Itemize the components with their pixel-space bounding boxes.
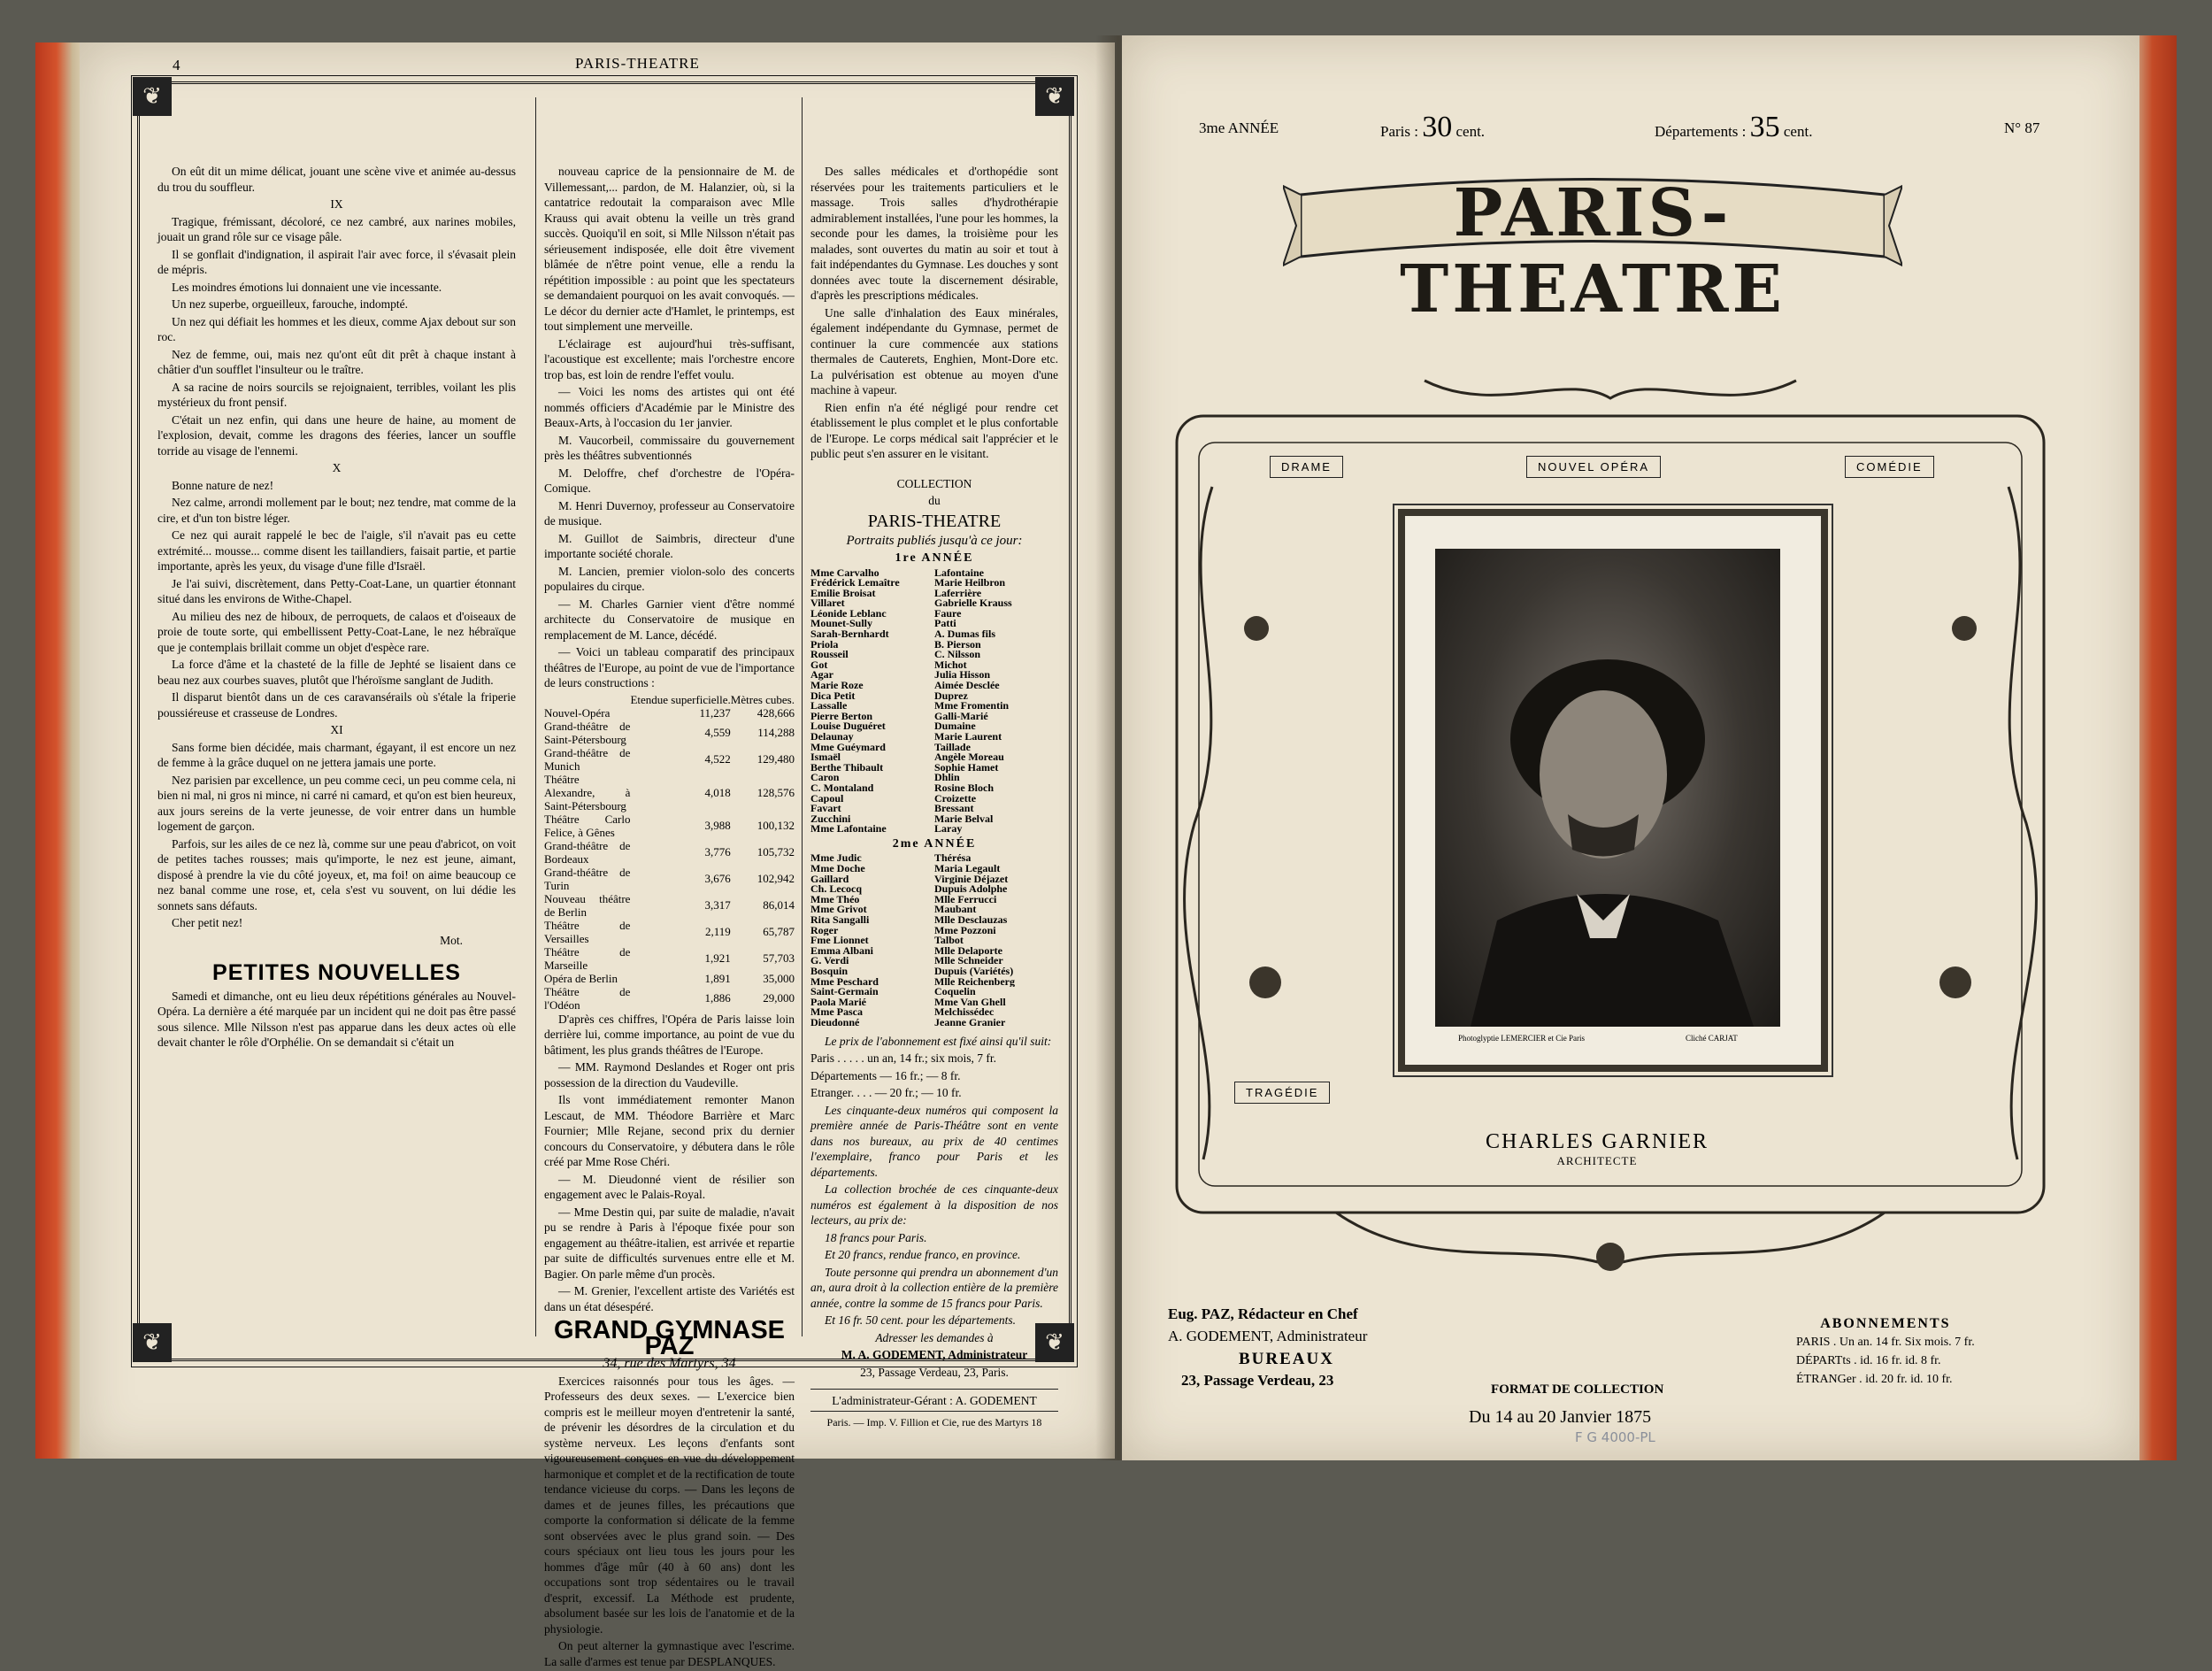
roster-name: Ismaël bbox=[810, 752, 841, 763]
paragraph: Le prix de l'abonnement est fixé ainsi qu'il suit: bbox=[825, 1034, 1052, 1048]
roster-name: Mme Pozzoni bbox=[934, 925, 996, 936]
paragraph: On peut alterner la gymnastique avec l'escrime. La salle d'armes est tenue par DESPLANQUES. bbox=[544, 1639, 795, 1668]
table-cell: Nouvel-Opéra bbox=[544, 705, 611, 720]
paragraph: Des salles médicales et d'orthopédie sont réservées pour les traitements particuliers et le massage. Trois salles d'hydrothérapie admirablement installées, l'une pour les hommes, la seconde pour les dames, la troisième pour les malades, sont ouvertes du matin au soir et tout à fait indépendantes du Gymnase. Les douches y sont données avec toute la discernement désirable, d'après les prescriptions médicales. bbox=[810, 165, 1058, 302]
roster-name: Lassalle bbox=[810, 701, 848, 712]
masthead-banner bbox=[1283, 159, 1902, 327]
roster-name: Delaunay bbox=[810, 732, 854, 743]
issue-number: N° 87 bbox=[2004, 119, 2040, 136]
issue-date: Du 14 au 20 Janvier 1875 bbox=[1469, 1407, 1652, 1427]
paragraph: Ils vont immédiatement remonter Manon Lescaut, de MM. Théodore Barrière et Marc Fournier; Mlle Rejane, second prix du dernier concours du Conservatoire, y débutera dans le rôle créé par Mme Rose Chéri. bbox=[544, 1093, 795, 1168]
running-head: PARIS-THEATRE bbox=[575, 55, 700, 72]
advertisement-title: GRAND GYMNASE PAZ bbox=[553, 1316, 785, 1360]
table-row bbox=[544, 839, 795, 866]
roster-name: Marie Roze bbox=[810, 681, 864, 691]
roster-name: Mme Fromentin bbox=[934, 701, 1010, 712]
table-cell: 29,000 bbox=[763, 991, 795, 1005]
roster-name: Pierre Berton bbox=[810, 711, 873, 722]
photo-credit: Photoglyptie LEMERCIER et Cie Paris bbox=[1458, 1034, 1585, 1043]
page-number: 4 bbox=[173, 57, 180, 73]
roster-name: Mlle Delaporte bbox=[934, 945, 1002, 957]
rate-line: Etranger. . . . — 20 fr.; — 10 fr. bbox=[810, 1086, 962, 1100]
table-cell: 1,891 bbox=[704, 971, 731, 985]
roster-name: Virginie Déjazet bbox=[934, 874, 1009, 885]
roster-name: Villaret bbox=[810, 598, 845, 609]
column-rule bbox=[802, 97, 803, 1336]
table-cell: 1,886 bbox=[704, 991, 731, 1005]
paragraph: M. Vaucorbeil, commissaire du gouvernement près les théâtres subventionnés bbox=[544, 433, 795, 462]
paragraph: Une salle d'inhalation des Eaux minérales, également indépendante du Gymnase, permet de continuer la cure commencée aux stations thermales de Cauterets, Enghien, Mont-Dore etc. La pulvérisation est obtenue au moyen d'une machine à vapeur. bbox=[810, 305, 1058, 397]
paragraph: — Voici les noms des artistes qui ont été nommés officiers d'Académie par le Ministre des Beaux-Arts, à l'occasion du 1er janvier. bbox=[544, 385, 795, 429]
roster-name: Thérésa bbox=[934, 853, 972, 865]
corner-ornament-icon: ❦ bbox=[133, 77, 172, 116]
subscription-rates bbox=[1796, 1314, 1975, 1389]
author-signature: Mot. bbox=[440, 933, 463, 947]
table-cell: 3,317 bbox=[704, 898, 731, 912]
table-cell: 3,988 bbox=[704, 819, 731, 832]
table-cell: Grand-théâtre de Saint-Pétersbourg bbox=[544, 719, 631, 746]
roster-name: Talbot bbox=[934, 936, 964, 946]
article-column-2 bbox=[544, 164, 795, 1671]
paragraph: Un nez qui défiait les hommes et les dieux, comme Ajax debout sur son roc. bbox=[157, 314, 516, 343]
format-label: FORMAT DE COLLECTION bbox=[1491, 1382, 1664, 1397]
paragraph: — MM. Raymond Deslandes et Roger ont pris possession de la direction du Vaudeville. bbox=[544, 1060, 795, 1090]
table-cell: 4,559 bbox=[704, 726, 731, 739]
roster-name: Coquelin bbox=[934, 987, 976, 997]
roster-name: Dupuis Adolphe bbox=[934, 884, 1008, 895]
roster-name: Sophie Hamet bbox=[934, 762, 999, 774]
roster-name: Aimée Desclée bbox=[934, 681, 1000, 691]
roster-name: B. Pierson bbox=[934, 639, 981, 651]
paragraph: Il disparut bientôt dans un de ces caravansérails où s'étale la friperie poussiéreuse et crasseuse de Londres. bbox=[157, 690, 516, 720]
table-cell: 3,676 bbox=[704, 872, 731, 885]
article-column-1 bbox=[157, 164, 516, 1052]
roster-name: Jeanne Granier bbox=[934, 1017, 1006, 1028]
roster-name: Angèle Moreau bbox=[934, 752, 1004, 763]
paragraph: Je l'ai suivi, discrètement, dans Petty-Coat-Lane, un quartier étonnant situé dans les environs de Withe-Chapel. bbox=[157, 576, 516, 605]
corner-ornament-icon: ❦ bbox=[1035, 77, 1074, 116]
roster-name: Taillade bbox=[934, 742, 971, 753]
corner-ornament-icon: ❦ bbox=[1035, 1323, 1074, 1362]
roster-name: Croizette bbox=[934, 793, 977, 805]
paragraph: Nez parisien par excellence, un peu comme ceci, un peu comme cela, ni bien ni mal, ni gros ni mince, ni carré ni camard, et qu'on est bien heureux, aux jours sereins de la verte jeunesse, de voir entrer dans un humble logement de garçon. bbox=[157, 773, 516, 833]
paragraph: nouveau caprice de la pensionnaire de M. de Villemessant,... pardon, de M. Halanzier, où, si la cantatrice redoutait la comparaison avec Mlle Krauss qui avait obtenu la veille un très grand succès. Quoiqu'il en soit, si Mlle Nilsson n'était pas sérieusement indisposée, elle doit être vivement blâmée de n'être point venue, elle a rendu la répétition impossible : au point que les spectateurs se demandaient pourquoi on les avait convoqués. — Le décor du dernier acte d'Hamlet, le printemps, est tout simplement une merveille. bbox=[544, 165, 795, 333]
roster-name: Marie Belval bbox=[934, 813, 994, 825]
table-cell: 35,000 bbox=[763, 971, 795, 985]
collection-subtitle: Portraits publiés jusqu'à ce jour: bbox=[846, 533, 1023, 548]
table-cell: Opéra de Berlin bbox=[544, 971, 618, 985]
roster-name: G. Verdi bbox=[810, 956, 849, 966]
roster-name: Priola bbox=[810, 639, 839, 651]
table-cell: Grand-théâtre de Bordeaux bbox=[544, 838, 631, 866]
roster-name: Duprez bbox=[934, 690, 968, 702]
table-row bbox=[544, 919, 795, 945]
paragraph: 23, Passage Verdeau, 23, Paris. bbox=[860, 1365, 1009, 1379]
paragraph: Samedi et dimanche, ont eu lieu deux répétitions générales au Nouvel-Opéra. La dernière a été marquée par un incident qui ne doit pas être passé sous silence. Mlle Nilsson n'est pas apparue dans les deux actes où elle devait chanter le rôle d'Orphélie. On se demandait si c'était un bbox=[157, 989, 516, 1049]
paragraph: Cher petit nez! bbox=[172, 916, 243, 929]
roster-name: Maubant bbox=[934, 905, 977, 915]
table-row bbox=[544, 972, 795, 985]
table-cell: 1,921 bbox=[704, 951, 731, 965]
departments-price bbox=[1655, 111, 1812, 144]
roster-name: C. Montaland bbox=[810, 782, 874, 794]
paragraph: — M. Dieudonné vient de résilier son engagement avec le Palais-Royal. bbox=[544, 1172, 795, 1201]
roster-name: Rosine Bloch bbox=[934, 782, 995, 794]
table-cell: 100,132 bbox=[757, 819, 795, 832]
roster-name: Berthe Thibault bbox=[810, 762, 884, 774]
roster-name: Paola Marié bbox=[810, 997, 866, 1008]
roster-name: Mounet-Sully bbox=[810, 619, 873, 630]
scroll-label-nouvel-opera: NOUVEL OPÉRA bbox=[1526, 456, 1661, 478]
roster-name: Gabrielle Krauss bbox=[934, 598, 1012, 609]
roster-name: Capoul bbox=[810, 793, 844, 805]
corner-ornament-icon: ❦ bbox=[133, 1323, 172, 1362]
paragraph: Et 20 francs, rendue franco, en province. bbox=[825, 1248, 1021, 1262]
roster-name: Mlle Reichenberg bbox=[934, 976, 1015, 988]
paragraph: — Voici un tableau comparatif des principaux théâtres de l'Europe, au point de vue de l'importance de leurs constructions : bbox=[544, 645, 795, 689]
roster-name: Lafontaine bbox=[934, 567, 985, 579]
roster-name: Patti bbox=[934, 619, 956, 630]
price-label: Paris : bbox=[1380, 123, 1418, 140]
collection-heading: COLLECTION bbox=[896, 476, 972, 490]
scroll-label-drame: DRAME bbox=[1270, 456, 1343, 478]
roster-name: Léonide Leblanc bbox=[810, 608, 887, 620]
roster-name: Gaillard bbox=[810, 874, 849, 885]
roster-name: Marie Laurent bbox=[934, 732, 1002, 743]
editor-line: Eug. PAZ, Rédacteur en Chef bbox=[1168, 1305, 1358, 1322]
collection-heading: du bbox=[928, 494, 941, 507]
paragraph: Tragique, frémissant, décoloré, ce nez cambré, aux narines mobiles, jouait un grand rôle sur ce visage pâle. bbox=[157, 214, 516, 243]
paragraph: M. A. GODEMENT, Administrateur bbox=[841, 1348, 1028, 1362]
roster-name: Mme Lafontaine bbox=[810, 824, 887, 835]
roster-name: Bosquin bbox=[810, 966, 849, 977]
roster-name: Mme Peschard bbox=[810, 976, 879, 988]
roster-name: Dica Petit bbox=[810, 690, 856, 702]
scroll-label-tragedie: TRAGÉDIE bbox=[1234, 1082, 1330, 1104]
subscription-line: ÉTRANGer . id. 20 fr. id. 10 fr. bbox=[1796, 1373, 1953, 1386]
roster-name: Mlle Schneider bbox=[934, 956, 1003, 966]
table-cell: Nouveau théâtre de Berlin bbox=[544, 891, 631, 919]
paragraph: Bonne nature de nez! bbox=[172, 478, 274, 492]
price-value: 30 bbox=[1422, 111, 1453, 143]
roster-name: Got bbox=[810, 659, 828, 671]
scroll-label-comedie: COMÉDIE bbox=[1845, 456, 1934, 478]
table-cell: 4,522 bbox=[704, 752, 731, 766]
paragraph: Et 16 fr. 50 cent. pour les départements. bbox=[825, 1313, 1016, 1328]
roster-name: Emilie Broisat bbox=[810, 588, 876, 599]
subscription-title: ABONNEMENTS bbox=[1820, 1316, 1951, 1331]
roster-name: Rita Sangalli bbox=[810, 915, 870, 926]
roster-name: Mlle Desclauzas bbox=[934, 915, 1008, 926]
section-numeral: X bbox=[332, 461, 342, 474]
roster-name: Ch. Lecocq bbox=[810, 884, 862, 895]
table-header-row bbox=[544, 693, 795, 706]
portrait-roster-year-2 bbox=[810, 853, 1058, 1028]
roster-name: Galli-Marié bbox=[934, 711, 988, 722]
paragraph: Au milieu des nez de hiboux, de perroquets, de calaos et d'oiseaux de proie de toute sorte, qui embellissent Petty-Coat-Lane, le nez hébraïque que je contemplais brillait comme un objet d'espèce rare. bbox=[157, 609, 516, 654]
roster-name: Rousseil bbox=[810, 650, 849, 660]
roster-name: Sarah-Bernhardt bbox=[810, 629, 889, 640]
roster-name: Caron bbox=[810, 773, 840, 783]
table-cell: Grand-théâtre de Turin bbox=[544, 865, 631, 892]
table-cell: 2,119 bbox=[705, 925, 731, 938]
roster-name: Melchissédec bbox=[934, 1007, 995, 1018]
paragraph: Parfois, sur les ailes de ce nez là, comme sur une peau d'abricot, on voit de petites taches rousses; mais qu'importe, le nez est jeune, aimant, disposé à prendre la vie du côté joyeux, et, ma foi! on aime beaucoup ce nez banal comme une rose, et, cela s'est vu souvent, on lui dédie les sonnets sans défauts. bbox=[157, 836, 516, 913]
section-numeral: XI bbox=[330, 723, 343, 736]
paris-price bbox=[1380, 111, 1485, 144]
paragraph: La collection brochée de ces cinquante-deux numéros est également à la disposition de nos lecteurs, au prix de: bbox=[810, 1182, 1058, 1228]
paragraph: Les cinquante-deux numéros qui composent la première année de Paris-Théâtre sont en vente dans nos bureaux, au prix de 40 centimes l'exemplaire, franco pour Paris et les départements. bbox=[810, 1103, 1058, 1179]
paragraph: D'après ces chiffres, l'Opéra de Paris laisse loin derrière lui, comme importance, au point de vue du bâtiment, les plus grands théâtres de l'Europe. bbox=[544, 1012, 795, 1057]
roster-name: Bressant bbox=[934, 804, 974, 814]
rate-line: Paris . . . . . un an, 14 fr.; six mois, 7 fr. bbox=[810, 1051, 996, 1066]
advertisement-address: 34, rue des Martyrs, 34 bbox=[603, 1356, 736, 1371]
photo-credit: Cliché CARJAT bbox=[1686, 1034, 1738, 1043]
roster-name: Mme Grivot bbox=[810, 905, 867, 915]
masthead-title: PARIS-THEATRE bbox=[1400, 175, 1786, 327]
table-cell: 114,288 bbox=[757, 726, 795, 739]
sitter-role: ARCHITECTE bbox=[1556, 1154, 1638, 1167]
paragraph: — M. Grenier, l'excellent artiste des Variétés est dans un état désespéré. bbox=[544, 1284, 795, 1313]
paragraph: Nez de femme, oui, mais nez qu'ont eût dit prêt à chaque instant à châtier d'un soufflet l'insulteur ou le traître. bbox=[157, 347, 516, 376]
paragraph: Sans forme bien décidée, mais charmant, égayant, il est encore un nez de femme à la grâce duquel on ne jettera jamais une porte. bbox=[157, 740, 516, 769]
sitter-caption bbox=[1464, 1130, 1730, 1168]
roster-name: A. Dumas fils bbox=[934, 629, 996, 640]
roster-name: C. Nilsson bbox=[934, 650, 981, 660]
paragraph: A sa racine de noirs sourcils se rejoignaient, terribles, voilant les plis mystérieux du front pensif. bbox=[157, 380, 516, 409]
roster-name: Dupuis (Variétés) bbox=[934, 966, 1014, 977]
table-cell: 57,703 bbox=[763, 951, 795, 965]
table-cell: Théâtre de Marseille bbox=[544, 944, 631, 972]
roster-name: Mlle Ferrucci bbox=[934, 894, 997, 905]
paragraph: Rien enfin n'a été négligé pour rendre cet établissement le plus complet et le plus confortable de l'Europe. Le corps médical sait l'apprécier et le public peut s'en assurer en le visitant. bbox=[810, 400, 1058, 460]
column-header: Mètres cubes. bbox=[730, 692, 795, 706]
news-heading: PETITES NOUVELLES bbox=[212, 960, 461, 985]
roster-name: Mme Théo bbox=[810, 894, 860, 905]
roster-name: Louise Duguéret bbox=[810, 721, 886, 732]
table-cell: 428,666 bbox=[757, 705, 795, 720]
table-cell: 102,942 bbox=[757, 872, 795, 885]
roster-name: Dumaine bbox=[934, 721, 976, 732]
table-cell: 65,787 bbox=[763, 925, 795, 938]
pencil-inscription: F G 4000-PL bbox=[1575, 1429, 1655, 1445]
paragraph: L'éclairage est aujourd'hui très-suffisant, l'acoustique est excellente; mais l'orchestre encore trop bas, est loin de rendre l'effet voulu. bbox=[544, 336, 795, 381]
table-row bbox=[544, 746, 795, 773]
table-cell: 129,480 bbox=[757, 752, 795, 766]
volume-year: 3me ANNÉE bbox=[1199, 119, 1279, 136]
roster-name: Laray bbox=[934, 824, 963, 835]
roster-name: Saint-Germain bbox=[810, 987, 879, 997]
paragraph: Il se gonflait d'indignation, il aspirait l'air avec force, il s'évasait plein de mépris. bbox=[157, 247, 516, 276]
roster-name: Dhlin bbox=[934, 773, 960, 783]
section-numeral: IX bbox=[330, 197, 343, 211]
price-value: 35 bbox=[1749, 111, 1780, 143]
table-row bbox=[544, 812, 795, 839]
table-row bbox=[544, 985, 795, 1012]
table-cell: 4,018 bbox=[704, 785, 731, 799]
table-cell: 3,776 bbox=[704, 845, 731, 859]
roster-name: Favart bbox=[810, 804, 841, 814]
roster-name: Julia Hisson bbox=[934, 670, 991, 681]
year-heading: 1re ANNÉE bbox=[895, 551, 974, 565]
roster-name: Mme Judic bbox=[810, 853, 862, 865]
portrait-figure-icon bbox=[1435, 549, 1780, 1027]
table-row bbox=[544, 720, 795, 746]
price-unit: cent. bbox=[1455, 123, 1486, 140]
paragraph: Ce nez qui aurait rappelé le bec de l'aigle, s'il n'avait pas eu cette extrémité... mousse... comme disent les taillandiers, faisait partie, et partie importante, après les yeux, du visage d'une fille d'Israël. bbox=[157, 528, 516, 573]
roster-name: Michot bbox=[934, 659, 967, 671]
subscription-line: DÉPARTts . id. 16 fr. id. 8 fr. bbox=[1796, 1354, 1941, 1367]
paragraph: Nez calme, arrondi mollement par le bout; nez tendre, mat comme de la cire, et d'un ton bistre léger. bbox=[157, 496, 516, 525]
roster-name: Agar bbox=[810, 670, 833, 681]
roster-name: Zucchini bbox=[810, 813, 851, 825]
collection-title: PARIS-THEATRE bbox=[867, 511, 1002, 531]
paragraph: Les moindres émotions lui donnaient une vie incessante. bbox=[172, 280, 442, 294]
roster-name: Faure bbox=[934, 608, 962, 620]
table-cell: 105,732 bbox=[757, 845, 795, 859]
table-row bbox=[544, 706, 795, 720]
roster-name: Mme Guéymard bbox=[810, 742, 886, 753]
paragraph: On eût dit un mime délicat, jouant une scène vive et animée au-dessus du trou du souffleur. bbox=[157, 165, 516, 194]
roster-name: Mme Van Ghell bbox=[934, 997, 1006, 1008]
paragraph: M. Henri Duvernoy, professeur au Conservatoire de musique. bbox=[544, 498, 795, 527]
table-cell: Théâtre Carlo Felice, à Gênes bbox=[544, 812, 631, 839]
admin-line: A. GODEMENT, Administrateur bbox=[1168, 1328, 1368, 1344]
roster-name: Frédérick Lemaître bbox=[810, 578, 900, 589]
table-cell: Théâtre de l'Odéon bbox=[544, 984, 631, 1012]
paragraph: Exercices raisonnés pour tous les âges. — Professeurs des deux sexes. — L'exercice bien compris est le meilleur moyen d'entretenir la santé, de prévenir les désordres de la circulation et du système nerveux. Les leçons d'enfants sont vigoureusement conçues en vue du développement harmonique et complet et de la rectification de toute tendance vicieuse du corps. — Dans les leçons de dames et de jeunes filles, les précautions que comporte la conformation si délicate de la femme sont observées avec le plus grand soin. — Des cours spéciaux ont lieu tous les jours pour les hommes d'âge mûr (40 à 60 ans) dont les occupations sont trop sédentaires ou le travail d'esprit, excessif. La Méthode est prudente, absolument basée sur les lois de l'anatomie et de la physiologie. bbox=[544, 1374, 795, 1636]
roster-name: Laferrière bbox=[934, 588, 982, 599]
table-cell: Théâtre de Versailles bbox=[544, 918, 631, 945]
paragraph: M. Deloffre, chef d'orchestre de l'Opéra-Comique. bbox=[544, 466, 795, 495]
paragraph: Toute personne qui prendra un abonnement d'un an, aura droit à la collection entière de la première année, contre la somme de 15 francs pour Paris. bbox=[810, 1265, 1058, 1310]
bureaux-address: 23, Passage Verdeau, 23 bbox=[1181, 1372, 1334, 1389]
roster-name: Maria Legault bbox=[934, 864, 1001, 874]
paragraph: — Mme Destin qui, par suite de maladie, n'avait pu se rendre à Paris à l'époque fixée pour son engagement au théâtre-italien, est arrivée et repartie par suite de difficultés survenues entre elle et M. Bagier. On parle même d'un procès. bbox=[544, 1205, 795, 1281]
price-label: Départements : bbox=[1655, 123, 1747, 140]
paragraph: C'était un nez enfin, qui dans une heure de haine, au moment de l'explosion, devait, comme les dragons des féeries, lancer un souffle torride au visage de l'ennemi. bbox=[157, 412, 516, 458]
table-cell: 128,576 bbox=[757, 785, 795, 799]
printer-line: Paris. — Imp. V. Fillion et Cie, rue des Martyrs 18 bbox=[810, 1411, 1058, 1431]
roster-name: Mme Carvalho bbox=[810, 567, 879, 579]
theatre-comparison-table bbox=[544, 693, 795, 1012]
year-heading: 2me ANNÉE bbox=[892, 836, 977, 851]
roster-name: Roger bbox=[810, 925, 839, 936]
paragraph: M. Guillot de Saimbris, directeur d'une importante société chorale. bbox=[544, 531, 795, 560]
table-row bbox=[544, 773, 795, 812]
paragraph: 18 francs pour Paris. bbox=[825, 1230, 927, 1244]
sitter-name: CHARLES GARNIER bbox=[1485, 1130, 1709, 1153]
table-row bbox=[544, 866, 795, 892]
roster-name: Fme Lionnet bbox=[810, 936, 869, 946]
table-row bbox=[544, 945, 795, 972]
roster-name: Marie Heilbron bbox=[934, 578, 1006, 589]
paragraph: M. Lancien, premier violon-solo des concerts populaires du cirque. bbox=[544, 564, 795, 593]
subscription-line: PARIS . Un an. 14 fr. Six mois. 7 fr. bbox=[1796, 1336, 1975, 1349]
table-cell: 86,014 bbox=[763, 898, 795, 912]
roster-name: Dieudonné bbox=[810, 1017, 860, 1028]
table-cell: 11,237 bbox=[699, 705, 731, 720]
table-cell: Théâtre Alexandre, à Saint-Pétersbourg bbox=[544, 772, 631, 812]
table-row bbox=[544, 892, 795, 919]
bureaux-label: BUREAUX bbox=[1239, 1350, 1334, 1368]
paragraph: La force d'âme et la chasteté de la fille de Jephté se lisaient dans ce beau nez aux courbes suaves, plutôt que l'héroïsme sanglant de Judith. bbox=[157, 658, 516, 687]
paragraph: Adresser les demandes à bbox=[875, 1330, 994, 1344]
table-cell: Grand-théâtre de Munich bbox=[544, 745, 631, 773]
price-unit: cent. bbox=[1783, 123, 1813, 140]
roster-name: Mme Pasca bbox=[810, 1007, 863, 1018]
portrait-photograph bbox=[1435, 549, 1780, 1027]
paragraph: — M. Charles Garnier vient d'être nommé architecte du Conservatoire de musique en remplacement de M. Lance, décédé. bbox=[544, 597, 795, 642]
article-column-3 bbox=[810, 164, 1058, 1432]
paragraph: Un nez superbe, orgueilleux, farouche, indompté. bbox=[172, 297, 409, 311]
portrait-roster-year-1 bbox=[810, 568, 1058, 835]
rate-line: Départements — 16 fr.; — 8 fr. bbox=[810, 1068, 961, 1082]
column-rule bbox=[535, 97, 536, 1336]
roster-name: Emma Albani bbox=[810, 945, 874, 957]
gerant-line: L'administrateur-Gérant : A. GODEMENT bbox=[810, 1389, 1058, 1409]
column-header: Etendue superficielle. bbox=[630, 692, 731, 706]
roster-name: Mme Doche bbox=[810, 864, 865, 874]
